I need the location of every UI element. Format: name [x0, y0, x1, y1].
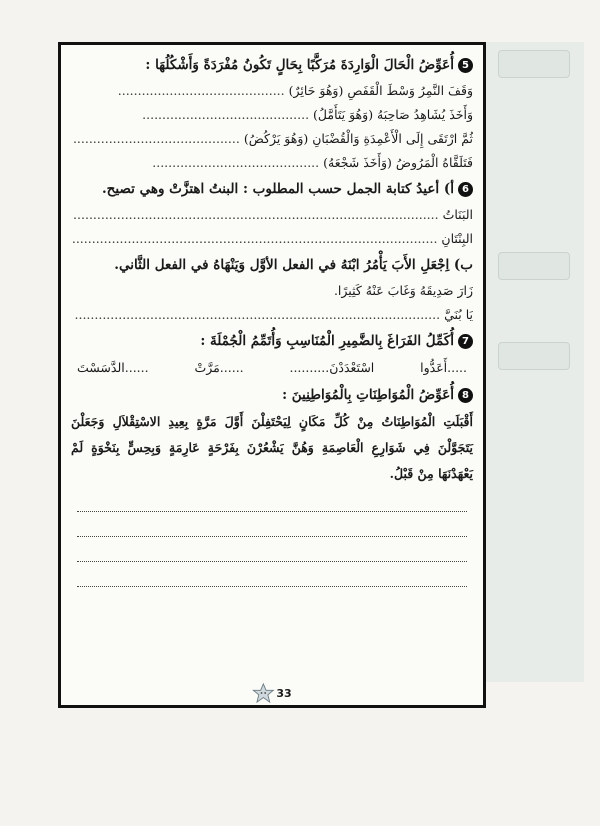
faded-label-box	[498, 50, 570, 78]
q8-title: أُعَوِّضُ الْمُوَاطِنَاتِ بِالْمُوَاطِنِينَ :	[282, 387, 454, 403]
q6-b-line: يَا بُنَيَّ ............................................................................................	[74, 307, 473, 322]
answer-line[interactable]	[77, 562, 467, 587]
q8-paragraph: أَقْبَلَتِ الْمُوَاطِنَاتُ مِنْ كُلِّ مَكَانٍ لِيَحْتَفِلْنَ أَوَّلَ مَرَّةٍ بِعِيدِ الاسْتِقْلاَلِ وَجَعَلْنَ يَتَجَوَّلْنَ فِي شَوَارِعِ الْعَاصِمَةِ وَهُنَّ يَشْعُرْنَ بِفَرْحَةٍ عَارِمَةٍ وَبِحِسٍّ بِنَخْوَةٍ لَمْ يَعْهَدْنَهَا مِنْ قَبْلُ.	[71, 414, 473, 481]
q7-number-badge: 7	[458, 334, 473, 349]
faded-label-box	[498, 342, 570, 370]
q8-number-badge: 8	[458, 388, 473, 403]
q6-part-a: أ) أعيدُ كتابة الجمل حسب المطلوب : البنتُ اهتزَّتْ وهي تصيح.	[101, 181, 454, 197]
faded-label-box	[498, 252, 570, 280]
answer-blank[interactable]: ............................................................................................	[73, 207, 439, 222]
answer-blank[interactable]: ..........................................	[142, 107, 310, 122]
q5-heading	[71, 54, 473, 76]
page-number	[252, 683, 291, 703]
q7-heading	[71, 330, 473, 352]
q6-number-badge: 6	[458, 182, 473, 197]
q7-item[interactable]: ......مَرَّتْ	[194, 360, 244, 375]
q5-number-badge: 5	[458, 58, 473, 73]
q7-item[interactable]: اسْتَعْدَدْنَ..........	[289, 360, 375, 375]
q7-item[interactable]: .....أَعَدُّوا	[420, 360, 467, 375]
answer-blank[interactable]: ..........................................	[117, 83, 285, 98]
answer-line[interactable]	[77, 512, 467, 537]
worksheet-frame	[58, 42, 486, 708]
q6-a-line: البَنَاتُ ............................................................................................	[73, 207, 473, 222]
q5-line: فَتَلَقَّاهُ الْمَرُوضُ (وَأَخَذَ شَجْعَهُ) ..........................................	[152, 155, 473, 170]
q7-item[interactable]: ......الدَّسَسْتَ	[77, 360, 149, 375]
answer-line[interactable]	[77, 487, 467, 512]
worksheet-content	[71, 51, 473, 665]
answer-blank[interactable]: ..........................................	[152, 155, 320, 170]
answer-blank[interactable]: ............................................................................................	[74, 307, 441, 322]
q6-a-line: البِنْتَانِ ............................................................................................	[71, 231, 473, 246]
answer-blank[interactable]: ............................................................................................	[71, 231, 438, 246]
q5-title: أُعَوِّضُ الْحَالَ الْوَارِدَةَ مُرَكَّبًا بِحَالٍ تَكُونُ مُفْرَدَةً وَأَشْكُلُهَا :	[145, 57, 454, 73]
q5-line: وَقَفَ النَّمِرُ وَسْطَ الْقَفَصِ (وَهُوَ حَائِرٌ) ..........................................	[117, 83, 473, 98]
q6-heading	[71, 178, 473, 200]
answer-line[interactable]	[77, 537, 467, 562]
background-page-margin	[483, 42, 584, 682]
q7-title: أُكَمِّلُ الفَرَاغَ بِالضَّمِيرِ الْمُنَاسِبِ وَأُتَمِّمُ الْجُمْلَةَ :	[200, 333, 454, 349]
q7-fill-row	[71, 355, 473, 381]
q5-line: ثُمَّ ارْتَقَى إِلَى الْأَعْمِدَةِ وَالْقُضْبَانِ (وَهُوَ يَرْكُضُ) ..........................................	[72, 131, 473, 146]
q6-part-b: ب) اِجْعَلِ الأَبَ يَأْمُرُ ابْنَهُ في الفعل الأوَّل وَيَنْهَاهُ في الفعل الثَّاني.	[114, 257, 473, 273]
page-number-text: 33	[276, 686, 292, 700]
q6-sentence: زَارَ صَدِيقَهُ وَغَابَ عَنْهُ كَثِيرًا.	[333, 283, 473, 298]
q5-line: وَأَخَذَ يُشَاهِدُ صَاحِبَهُ (وَهُوَ يَتَأَمَّلُ) ..........................................	[142, 107, 473, 122]
q8-heading	[71, 384, 473, 406]
star-icon	[252, 683, 274, 703]
answer-blank[interactable]: ..........................................	[72, 131, 240, 146]
